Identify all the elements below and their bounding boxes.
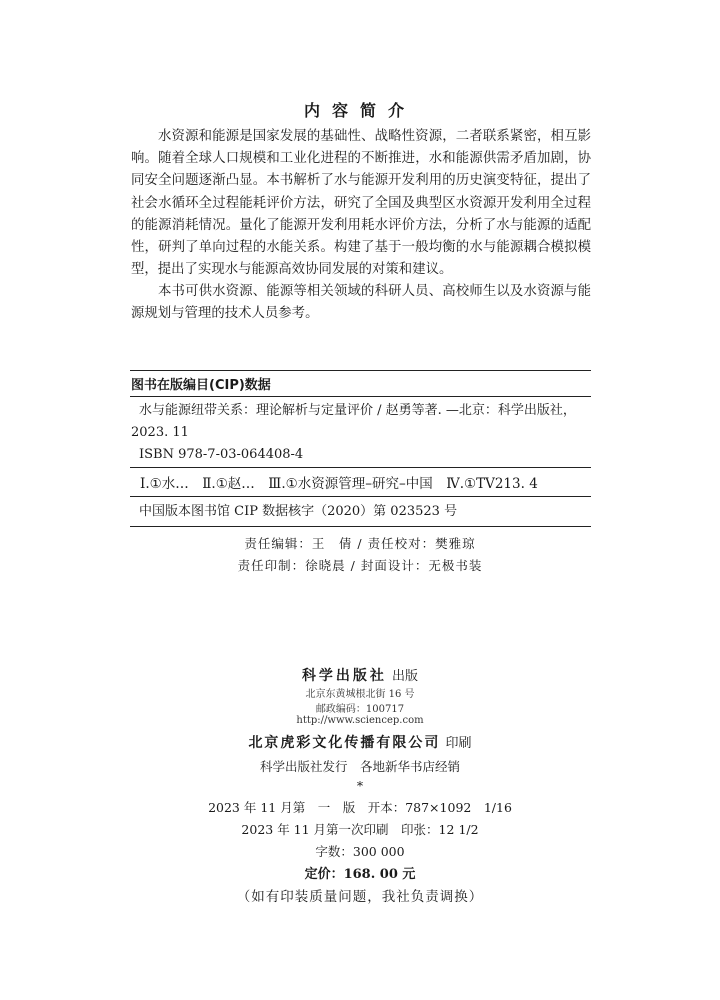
edition-info: 2023 年 11 月第 一 版 开本：787×1092 1/16 bbox=[208, 800, 512, 815]
publisher-url: http://www.sciencep.com bbox=[296, 715, 424, 726]
cip-heading: 图书在版编目(CIP)数据 bbox=[131, 378, 271, 393]
cip-isbn: ISBN 978-7-03-064408-4 bbox=[139, 447, 304, 462]
cip-record: 中国版本图书馆 CIP 数据核字（2020）第 023523 号 bbox=[139, 504, 458, 519]
editor-credits: 责任编辑：王 倩 / 责任校对：樊雅琼 bbox=[244, 536, 476, 551]
publisher-postcode: 邮政编码：100717 bbox=[315, 704, 405, 715]
printer-line bbox=[0, 732, 720, 752]
intro-paragraph: 水资源和能源是国家发展的基础性、战略性资源，二者联系紧密，相互影响。随着全球人口规模和工业化进程的不断推进，水和能源供需矛盾加剧，协同安全问题逐渐凸显。本书解析了水与能源开发利用的历史演变特征，提出了社会水循环全过程能耗评价方法，研究了全国及典型区水资源开发利用全过程的能源消耗情况。量化了能源开发利用耗水评价方法，分析了水与能源的适配性，研判了单向过程的水能关系。构建了基于一般均衡的水与能源耦合模拟模型，提出了实现水与能源高效协同发展的对策和建议。 bbox=[131, 129, 591, 278]
printing-info: 2023 年 11 月第一次印刷 印张：12 1/2 bbox=[241, 822, 479, 837]
cip-citation: 水与能源纽带关系：理论解析与定量评价 / 赵勇等著. —北京：科学出版社，2023. 11 bbox=[131, 403, 576, 440]
production-credits: 责任印制：徐晓晨 / 封面设计：无极书装 bbox=[237, 558, 483, 573]
intro-paragraph: 本书可供水资源、能源等相关领域的科研人员、高校师生以及水资源与能源规划与管理的技术人员参考。 bbox=[131, 284, 591, 322]
cip-top-rule bbox=[130, 370, 591, 371]
publisher-line bbox=[0, 665, 720, 685]
publisher-suffix: 出版 bbox=[392, 669, 419, 684]
separator-star: * bbox=[356, 778, 364, 793]
cip-rule bbox=[130, 496, 591, 497]
quality-note: （如有印装质量问题，我社负责调换） bbox=[236, 889, 484, 905]
page-title: 内容简介 bbox=[303, 101, 416, 120]
publisher-name: 科学出版社 bbox=[301, 668, 387, 684]
printer-name: 北京虎彩文化传播有限公司 bbox=[248, 735, 441, 751]
word-count: 字数：300 000 bbox=[315, 844, 405, 859]
cip-bottom-rule bbox=[130, 526, 591, 527]
price: 定价：168. 00 元 bbox=[304, 867, 416, 882]
cip-classification: Ⅰ.①水… Ⅱ.①赵… Ⅲ.①水资源管理–研究–中国 Ⅳ.①TV213. 4 bbox=[140, 476, 538, 492]
publisher-address: 北京东黄城根北街 16 号 bbox=[305, 689, 415, 700]
cip-heading-rule bbox=[130, 396, 591, 397]
cip-rule bbox=[130, 467, 591, 468]
distribution: 科学出版社发行 各地新华书店经销 bbox=[259, 759, 460, 774]
printer-suffix: 印刷 bbox=[445, 736, 472, 751]
